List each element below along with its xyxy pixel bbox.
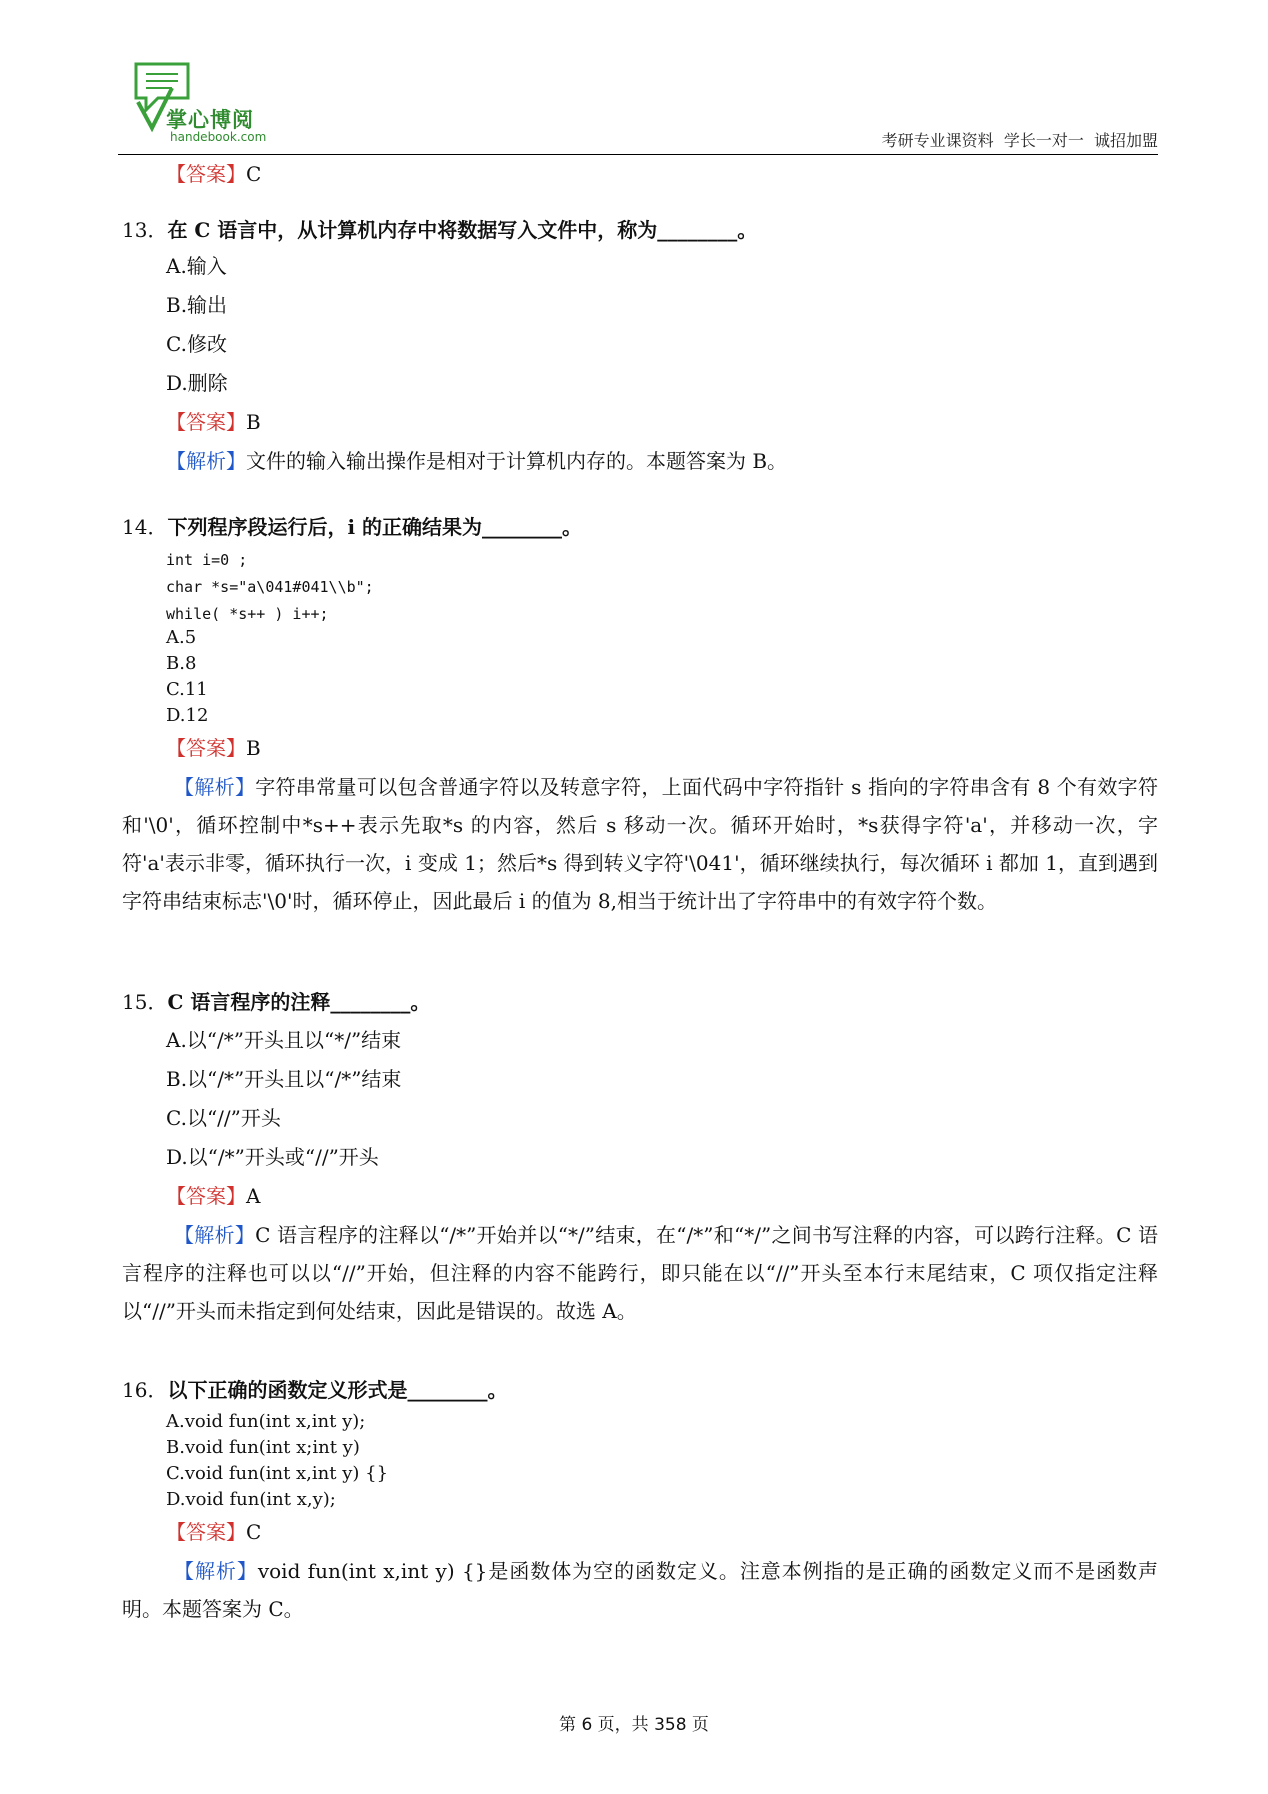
answer-value: B: [246, 410, 261, 434]
explanation-tag: 【解析】: [174, 775, 256, 799]
option: A.以“/*”开头且以“*/”结束: [166, 1028, 402, 1052]
option: B.输出: [166, 293, 228, 317]
code-line: int i=0 ;: [166, 551, 248, 569]
question-number: 13．: [122, 218, 168, 242]
question-number: 16．: [122, 1378, 168, 1402]
logo-wordmark: 掌心博阅: [166, 108, 254, 132]
header-tagline: 考研专业课资料 学长一对一 诚招加盟: [881, 131, 1158, 150]
answer-value: A: [246, 1184, 261, 1208]
option: D.删除: [166, 371, 228, 395]
q16-answer: [166, 1518, 261, 1546]
option: B.以“/*”开头且以“/*”结束: [166, 1067, 402, 1091]
option: A.5: [166, 627, 197, 648]
page-number: 第 6 页，共 358 页: [559, 1715, 709, 1735]
explanation-text: 字符串常量可以包含普通字符以及转意字符，上面代码中字符指针 s 指向的字符串含有 8 个有效字符和'\0'，循环控制中*s++表示先取*s 的内容，然后 s 移动一次。循环开始时，*s获得字符'a'，并移动一次，字符'a'表示非零，循环执行一次，i 变成 1；然后*s 得到转义字符'\041'，循环继续执行，每次循环 i 都加 1，直到遇到字符串结束标志'\0'时，循环停止，因此最后 i 的值为 8,相当于统计出了字符串中的有效字符个数。: [122, 775, 1159, 913]
option: C.修改: [166, 332, 227, 356]
question-13-stem: [122, 216, 757, 244]
question-text: 下列程序段运行后，i 的正确结果为________。: [167, 515, 583, 539]
question-number: 14．: [122, 515, 168, 539]
q12-answer: [166, 160, 261, 188]
explanation-tag: 【解析】: [174, 1559, 258, 1583]
answer-tag: 【答案】: [166, 410, 246, 434]
option: C.以“//”开头: [166, 1106, 281, 1130]
q13-answer: [166, 408, 261, 436]
header-divider: [118, 154, 1158, 155]
explanation-text: 文件的输入输出操作是相对于计算机内存的。本题答案为 B。: [246, 449, 788, 473]
question-text: C 语言程序的注释________。: [167, 990, 431, 1014]
answer-tag: 【答案】: [166, 1184, 246, 1208]
question-16-stem: [122, 1376, 507, 1404]
option: A.void fun(int x,int y);: [166, 1411, 366, 1432]
question-text: 以下正确的函数定义形式是________。: [167, 1378, 508, 1402]
question-15-stem: [122, 988, 430, 1016]
question-number: 15．: [122, 990, 168, 1014]
code-line: while( *s++ ) i++;: [166, 605, 329, 623]
explanation-tag: 【解析】: [166, 449, 246, 473]
explanation-tag: 【解析】: [174, 1223, 256, 1247]
q15-explanation: [122, 1216, 1158, 1330]
option: C.void fun(int x,int y) {}: [166, 1463, 389, 1484]
question-14-stem: [122, 513, 582, 541]
answer-tag: 【答案】: [166, 162, 246, 186]
explanation-text: C 语言程序的注释以“/*”开始并以“*/”结束，在“/*”和“*/”之间书写注释的内容，可以跨行注释。C 语言程序的注释也可以以“//”开始，但注释的内容不能跨行，即只能在以“//”开头至本行末尾结束，C 项仅指定注释以“//”开头而未指定到何处结束，因此是错误的。故选 A。: [122, 1223, 1159, 1323]
code-line: char *s="a\041#041\\b";: [166, 578, 374, 596]
explanation-text: void fun(int x,int y) {}是函数体为空的函数定义。注意本例指的是正确的函数定义而不是函数声明。本题答案为 C。: [122, 1559, 1158, 1621]
logo-url: handebook.com: [170, 130, 267, 144]
q16-explanation: [122, 1552, 1158, 1628]
option: D.12: [166, 705, 209, 726]
option: B.void fun(int x;int y): [166, 1437, 360, 1458]
option: D.以“/*”开头或“//”开头: [166, 1145, 379, 1169]
page-header: [118, 58, 1158, 156]
q13-explanation: [166, 447, 787, 475]
q14-answer: [166, 734, 261, 762]
q15-answer: [166, 1182, 260, 1210]
option: D.void fun(int x,y);: [166, 1489, 336, 1510]
question-text: 在 C 语言中，从计算机内存中将数据写入文件中，称为________。: [167, 218, 758, 242]
option: B.8: [166, 653, 197, 674]
q14-explanation: [122, 768, 1158, 920]
option: A.输入: [166, 254, 227, 278]
answer-tag: 【答案】: [166, 1520, 246, 1544]
answer-value: B: [246, 736, 261, 760]
answer-value: C: [246, 1520, 262, 1544]
answer-tag: 【答案】: [166, 736, 246, 760]
answer-value: C: [246, 162, 262, 186]
option: C.11: [166, 679, 208, 700]
